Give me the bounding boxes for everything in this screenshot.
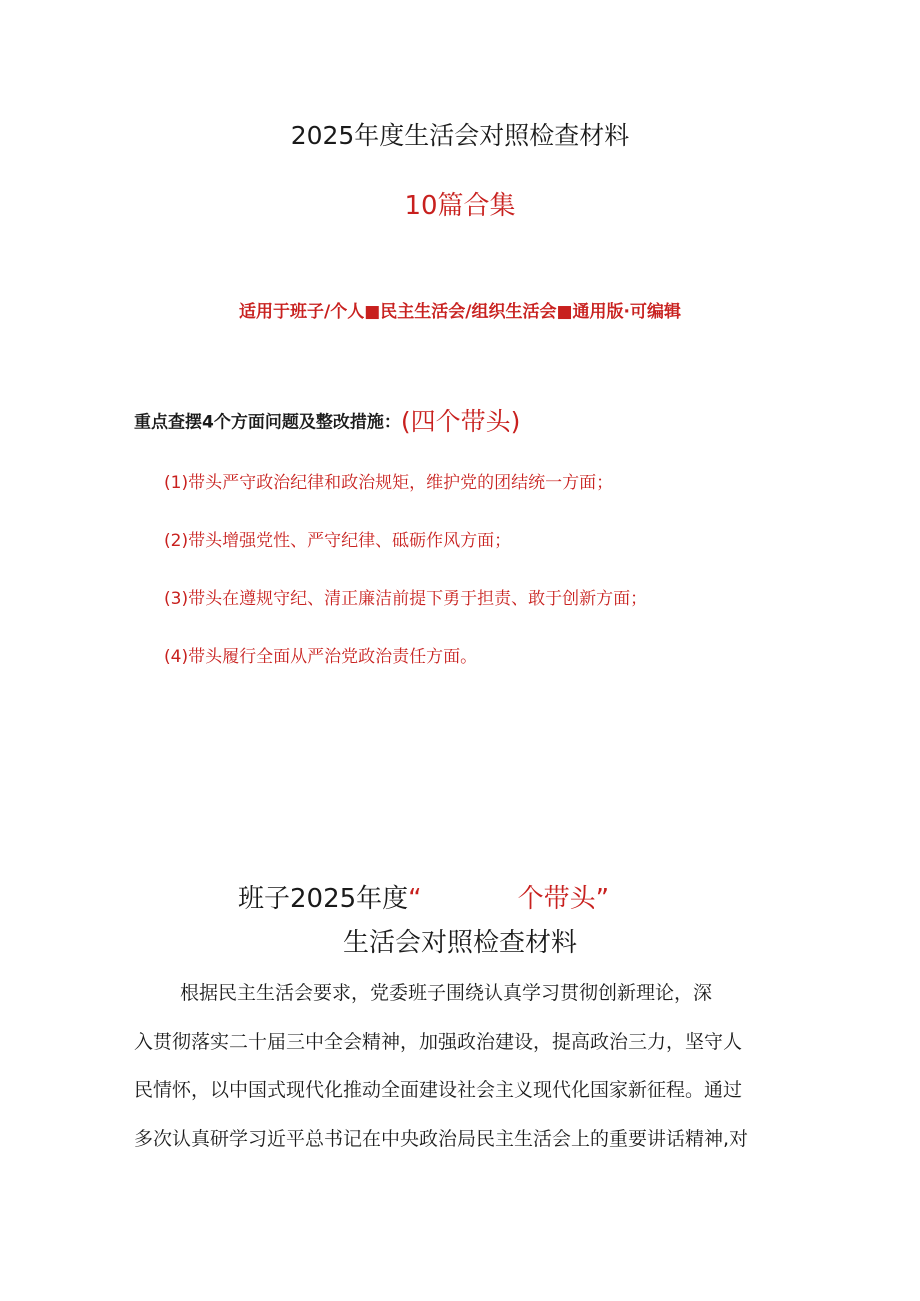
focus-item-3: (3)带头在遵规守纪、清正廉洁前提下勇于担责、敢于创新方面； — [164, 589, 648, 609]
section-title-part2: 个带头 — [517, 884, 596, 914]
focus-tag: (四个带头) — [400, 407, 521, 436]
section-title-line-2: 生活会对照检查材料 — [342, 928, 577, 958]
section-title-part1: 班子2025年度 — [238, 884, 409, 914]
section-title-line-1 — [238, 878, 609, 915]
focus-item-1: (1)带头严守政治纪律和政治规矩，维护党的团结统一方面； — [164, 473, 614, 493]
focus-lead: 重点查摆4个方面问题及整改措施： — [134, 412, 401, 433]
paragraph-line-2: 入贯彻落实二十届三中全会精神，加强政治建设，提高政治三力，坚守人 — [134, 1031, 743, 1053]
focus-heading — [134, 402, 520, 438]
document-subtitle: 10篇合集 — [404, 191, 516, 221]
paragraph-line-4: 多次认真研学习近平总书记在中央政治局民主生活会上的重要讲话精神,对 — [134, 1128, 749, 1150]
paragraph-line-3: 民情怀，以中国式现代化推动全面建设社会主义现代化国家新征程。通过 — [134, 1079, 743, 1101]
scope-line: 适用于班子/个人■民主生活会/组织生活会■通用版·可编辑 — [239, 302, 681, 322]
focus-item-4: (4)带头履行全面从严治党政治责任方面。 — [164, 647, 478, 667]
paragraph-line-1: 根据民主生活会要求，党委班子围绕认真学习贯彻创新理论，深 — [180, 982, 713, 1004]
focus-item-2: (2)带头增强党性、严守纪律、砥砺作风方面； — [164, 531, 512, 551]
section-title-quote-close: ” — [595, 884, 610, 914]
section-title-quote-open: “ — [408, 884, 422, 914]
document-title: 2025年度生活会对照检查材料 — [290, 121, 630, 150]
